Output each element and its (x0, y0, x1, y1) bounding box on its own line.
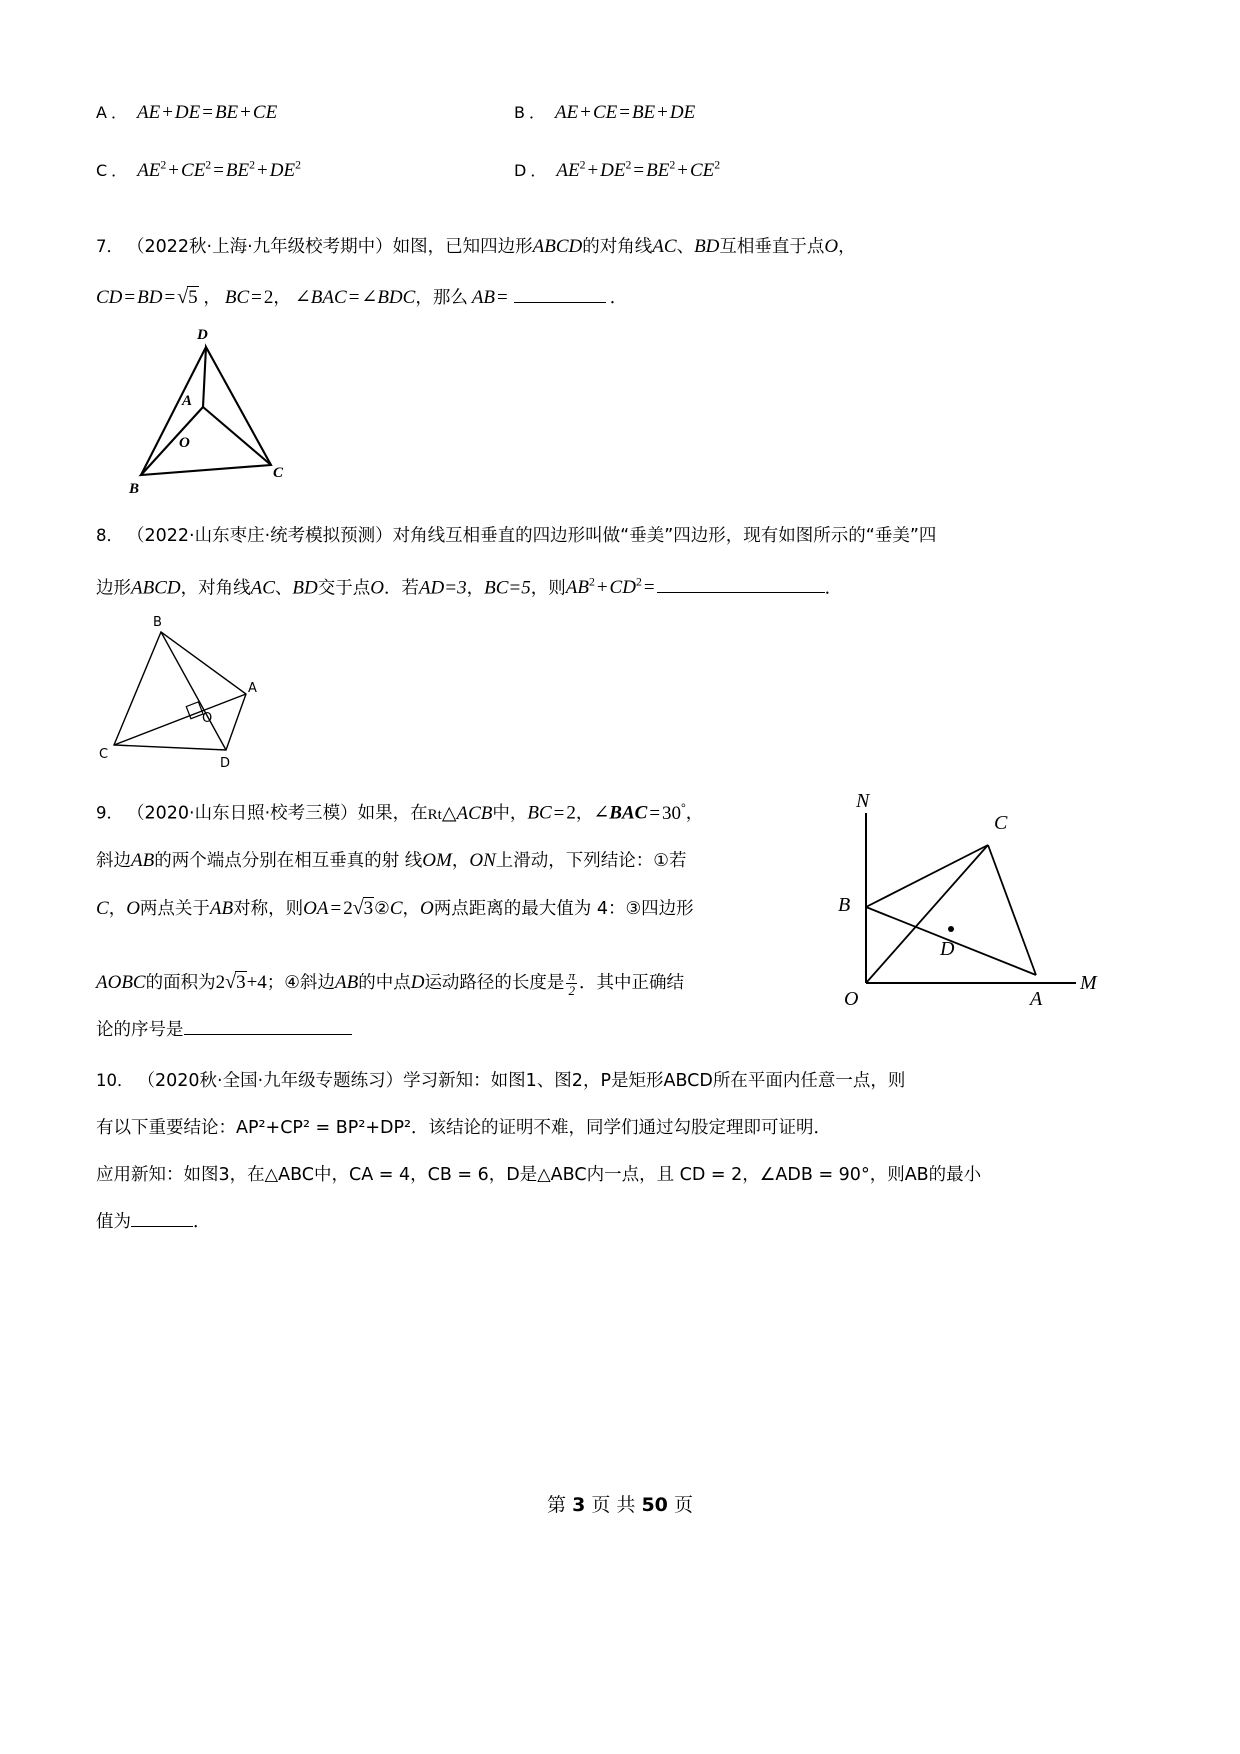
question-7-sep-4: ． (609, 288, 628, 308)
question-7-source: （2022秋·上海·九年级校考期中） (127, 237, 393, 257)
question-9-text-2: 中， (492, 803, 528, 824)
question-9-text-17: 的中点 (358, 972, 411, 993)
question-9-figure-svg (818, 787, 1118, 1017)
question-7-sep-2: ， (273, 288, 291, 308)
question-9-eq-bc: BC = 2 (527, 802, 576, 824)
question-9-text-20: 论的序号是 (96, 1019, 184, 1040)
question-8-var-ac: AC (250, 577, 275, 599)
question-8 (96, 513, 1106, 777)
question-9-text-12: ② (374, 898, 390, 919)
question-7-line-1 (96, 224, 1106, 271)
q9-label-o: O (844, 988, 859, 1011)
choice-d-tag: D (514, 161, 527, 180)
question-9-var-ab-3: AB (334, 971, 359, 993)
question-9-text-7: ， (451, 850, 470, 871)
question-10-answer-blank[interactable] (131, 1210, 193, 1227)
page-footer (0, 1490, 1240, 1517)
question-9-source: （2020·山东日照·校考三模） (127, 803, 358, 824)
question-9-text-6: 的两个端点分别在相互垂真的射 线 (154, 850, 423, 871)
question-9-var-om: OM (422, 849, 452, 871)
question-7-radicand-1: 5 (188, 287, 198, 308)
question-7-text-4: 互相垂直于点 (719, 237, 825, 257)
question-9-number: 9． (96, 803, 123, 823)
question-9-eq-oa: OA = 2√3 (303, 896, 374, 919)
question-8-text-3: ，对角线 (180, 578, 251, 599)
footer-middle: 页 共 (591, 1494, 636, 1516)
footer-current-page: 3 (572, 1494, 586, 1516)
choice-c[interactable] (96, 158, 301, 182)
q9-label-c: C (994, 812, 1008, 835)
q9-label-n: N (856, 790, 870, 813)
question-10-line-4 (96, 1199, 1106, 1246)
q8-diagonal-ac (114, 694, 246, 745)
question-7-text-1: 如图，已知四边形 (392, 237, 533, 257)
question-9-text-4: ， (685, 803, 704, 824)
question-9-text-13: ， (402, 898, 421, 919)
question-9-eq-angle: ∠BAC = 30° (593, 801, 686, 824)
question-10-text-3: 应用新知：如图3，在△ABC中，CA = 4，CB = 6，D是△ABC内一点，且 CD = 2，∠ADB = 90°，则AB的最小 (96, 1164, 982, 1185)
question-9-var-o: O (126, 897, 140, 919)
question-8-figure-svg (96, 612, 376, 777)
question-10 (96, 1058, 1106, 1246)
q7-label-c: C (273, 465, 284, 481)
question-7-var-abcd: ABCD (532, 236, 583, 257)
question-9-line-2 (96, 838, 816, 885)
question-8-text-1: 对角线互相垂直的四边形叫做“垂美”四边形，现有如图所示的“垂美”四 (392, 526, 937, 546)
question-9-text-9: ， (108, 898, 127, 919)
question-8-text-2: 边形 (96, 578, 131, 599)
question-8-text-5: 交于点 (317, 578, 371, 599)
q7-label-a: A (182, 393, 193, 409)
question-8-line-2 (96, 560, 1106, 612)
question-9-var-ab: AB (131, 849, 155, 871)
q7-label-o: O (179, 435, 190, 451)
choice-b-expression: AE + CE = BE + DE (555, 102, 696, 123)
q8-label-o: O (202, 711, 213, 727)
q9-point-d (948, 926, 954, 932)
question-9-line-1 (96, 785, 816, 837)
question-9-var-d: D (410, 971, 425, 993)
question-9-text-11: 对称，则 (233, 898, 304, 919)
choice-b-tag: B (514, 103, 525, 122)
question-9-line-3 (96, 885, 816, 933)
choice-d-dot: ． (530, 161, 547, 180)
question-8-line-1 (96, 513, 1106, 560)
choice-a-dot: ． (110, 103, 127, 122)
choice-a[interactable] (96, 100, 277, 124)
question-9-figure (818, 787, 1118, 1022)
question-9-text-5: 斜边 (96, 850, 131, 871)
q9-segment-ca (988, 845, 1036, 975)
question-9-area-tail: +4 (246, 971, 267, 993)
question-10-text-5: ． (193, 1211, 211, 1232)
question-7-number: 7． (96, 237, 123, 256)
question-7-text-5: ， (838, 237, 856, 257)
choice-a-tag: A (96, 103, 107, 122)
question-10-source: （2020秋·全国·九年级专题练习） (137, 1070, 404, 1091)
q8-label-d: D (220, 756, 231, 772)
question-9-text-14: 两点距离的最大值为 4：③四边形 (433, 898, 694, 919)
q9-segment-bc (866, 845, 988, 907)
question-7-figure-svg (96, 325, 376, 505)
question-9-var-c: C (96, 897, 109, 919)
question-7-eq-2: BC = 2 (224, 287, 274, 308)
question-9-text-1: 如果，在 (357, 803, 428, 824)
question-8-text-9: ． (824, 578, 843, 599)
question-7-text-3: 、 (676, 237, 695, 257)
question-9-var-ab-2: AB (209, 897, 234, 919)
q7-label-b: B (129, 481, 140, 497)
question-8-var-bd: BD (292, 577, 318, 599)
q7-diagonal-ac (203, 407, 271, 465)
question-7-sep-1: ， (203, 288, 221, 308)
question-9-area-coeff: 2 (215, 971, 226, 993)
footer-total-pages: 50 (641, 1494, 668, 1516)
question-9-var-rt-triangle: Rt△ACB (427, 802, 493, 824)
choice-b[interactable] (514, 100, 695, 124)
question-9-answer-blank[interactable] (184, 1018, 352, 1035)
choice-d[interactable] (514, 158, 720, 182)
question-7-line-2 (96, 271, 1106, 325)
q9-label-m: M (1080, 972, 1097, 995)
question-10-line-1 (96, 1058, 1106, 1105)
question-9-text-block (96, 785, 816, 932)
question-9-fraction-denominator: 2 (568, 982, 575, 998)
question-8-number: 8． (96, 526, 123, 545)
q8-label-c: C (99, 747, 109, 763)
question-8-text-8: ，则 (530, 578, 566, 599)
question-8-var-abcd: ABCD (131, 577, 181, 599)
question-10-line-2 (96, 1105, 1106, 1152)
question-10-text-2: 有以下重要结论：AP²+CP² = BP²+DP²．该结论的证明不难，同学们通过勾股定理即可证明． (96, 1117, 832, 1138)
q7-label-d: D (197, 327, 208, 343)
choice-a-expression: AE + DE = BE + CE (136, 102, 278, 123)
question-8-text-4: 、 (274, 578, 293, 599)
question-7-text-2: 的对角线 (582, 237, 653, 257)
question-9-var-on: ON (469, 849, 496, 871)
question-10-line-3 (96, 1152, 1106, 1199)
question-9-radicand-2: 3 (236, 971, 246, 993)
question-9-text-10: 两点关于 (139, 898, 210, 919)
question-7 (96, 224, 1106, 505)
question-7-answer-blank[interactable] (514, 286, 606, 303)
choices-row-cd (96, 158, 1106, 216)
question-9-text-19: ．其中正确结 (579, 972, 685, 993)
question-9-eq-area: 2√3+4 (215, 970, 267, 993)
q8-label-b: B (153, 615, 162, 631)
question-9-text-18: 运动路径的长度是 (424, 972, 565, 993)
question-8-figure (96, 612, 1106, 777)
q8-label-a: A (248, 681, 257, 697)
question-10-text-4: 值为 (96, 1211, 131, 1232)
question-10-number: 10． (96, 1070, 134, 1090)
question-9-fraction-numerator: π (568, 968, 576, 984)
question-8-answer-blank[interactable] (657, 576, 825, 593)
question-7-var-o: O (824, 236, 839, 257)
q9-label-b: B (838, 894, 851, 917)
question-8-var-o: O (370, 577, 384, 599)
question-8-eq-1: $AB^2 + CD^2$ = (565, 576, 655, 599)
q7-quadrilateral (141, 347, 271, 475)
question-8-text-6: ．若 (383, 578, 419, 599)
question-9-text-15: 的面积为 (145, 972, 216, 993)
question-9-text-3: ， (575, 803, 594, 824)
question-9-text-16: ；④斜边 (266, 972, 335, 993)
q7-diagonal-bd (141, 347, 206, 475)
q8-quadrilateral (114, 632, 246, 750)
question-10-text-1: 学习新知：如图1、图2，P是矩形ABCD所在平面内任意一点，则 (403, 1070, 906, 1091)
q9-label-d: D (940, 938, 955, 961)
question-9-var-o-2: O (420, 897, 434, 919)
footer-prefix: 第 (547, 1494, 567, 1516)
question-7-eq-4: AB = (471, 287, 508, 308)
question-8-source: （2022·山东枣庄·统考模拟预测） (127, 526, 393, 546)
question-9-fraction (566, 969, 577, 997)
choices-row-ab (96, 100, 1106, 158)
footer-suffix: 页 (673, 1494, 693, 1516)
choice-c-expression: $AE^2 + CE^2 = BE^2 + DE^2$ (137, 158, 301, 181)
choice-c-dot: ． (111, 161, 128, 180)
page-content (96, 100, 1106, 1246)
question-9 (96, 785, 1106, 1053)
choice-d-expression: $AE^2 + DE^2 = BE^2 + CE^2$ (556, 158, 721, 181)
question-8-var-ad: AD=3 (418, 577, 467, 599)
question-9-var-aobc: AOBC (96, 971, 146, 993)
question-8-var-bc: BC=5 (484, 577, 531, 599)
question-7-eq-1: CD = BD = √5 (96, 286, 198, 308)
question-9-var-c-2: C (389, 897, 403, 919)
question-7-var-ac: AC (652, 236, 677, 257)
question-9-text-8: 上滑动，下列结论：①若 (495, 850, 687, 871)
question-7-figure (96, 325, 1106, 505)
q8-diagonal-bd (161, 632, 226, 750)
question-7-sep-3: ，那么 (415, 288, 468, 308)
q9-label-a: A (1030, 988, 1043, 1011)
question-7-eq-3: ∠BAC = ∠BDC (294, 287, 416, 308)
question-8-text-7: ， (466, 578, 485, 599)
question-9-radicand-1: 3 (363, 897, 374, 919)
question-7-var-bd: BD (694, 236, 720, 257)
choice-b-dot: ． (528, 103, 545, 122)
choice-c-tag: C (96, 161, 108, 180)
